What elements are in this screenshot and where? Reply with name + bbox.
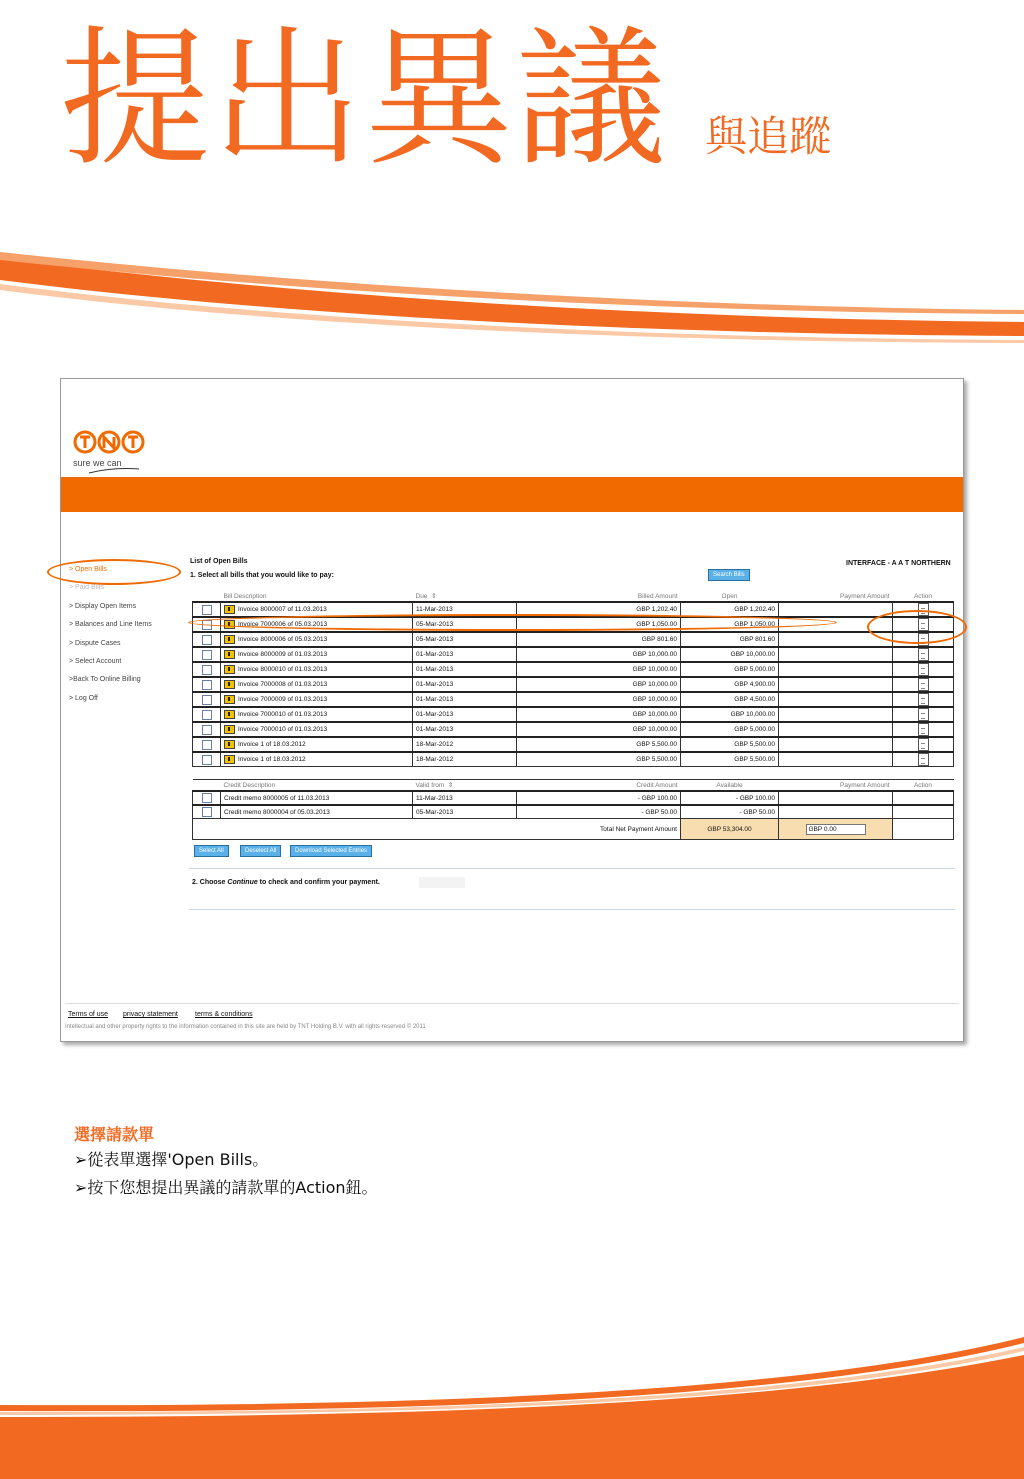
- top-swoosh-decoration: [0, 240, 1024, 350]
- row-checkbox[interactable]: [193, 752, 221, 767]
- col-credit-amount: Credit Amount: [517, 780, 681, 792]
- payment-amount-cell[interactable]: [779, 791, 893, 805]
- action-cell[interactable]: [893, 752, 954, 767]
- action-cell[interactable]: [893, 692, 954, 707]
- instruction-heading: 選擇請款單: [74, 1125, 155, 1144]
- copyright-text: Intellectual and other property rights to the information contained in this site are held by TNT Holding B.V. with all rights reserved © 2011: [65, 1024, 426, 1030]
- row-checkbox[interactable]: [193, 791, 221, 805]
- col-credit-action: Action: [893, 780, 954, 792]
- account-name: INTERFACE - A A T NORTHERN: [846, 560, 951, 567]
- credit-header-row: [193, 780, 954, 792]
- logo-tagline: sure we can: [73, 458, 122, 468]
- row-checkbox[interactable]: [193, 805, 221, 819]
- action-document-icon[interactable]: [918, 678, 929, 691]
- table-row: [193, 707, 954, 722]
- page-title: 提出異議: [60, 13, 669, 187]
- highlight-invoice-row: [188, 614, 837, 631]
- sidebar-item-open-bills[interactable]: > Open Bills: [69, 566, 107, 573]
- checkbox-icon[interactable]: [202, 807, 212, 817]
- payment-amount-cell[interactable]: [779, 707, 893, 722]
- sidebar-item-dispute-cases[interactable]: > Dispute Cases: [69, 640, 121, 647]
- due-cell: 18-Mar-2012: [413, 752, 517, 767]
- col-credit-description: Credit Description: [221, 780, 413, 792]
- checkbox-icon[interactable]: [202, 710, 212, 720]
- action-cell: [893, 805, 954, 819]
- terms-conditions-link[interactable]: terms & conditions: [195, 1011, 253, 1018]
- col-credit-payment-amount: Payment Amount: [779, 780, 893, 792]
- invoice-icon: [224, 740, 235, 749]
- invoice-icon: [224, 605, 235, 614]
- open-amount-cell: GBP 4,500.00: [681, 692, 779, 707]
- row-checkbox[interactable]: [193, 722, 221, 737]
- table-row: [193, 677, 954, 692]
- col-valid-from[interactable]: Valid from ⇕: [413, 780, 517, 792]
- open-amount-cell: GBP 10,000.00: [681, 707, 779, 722]
- bill-description-cell: Invoice 8000009 of 01.03.2013: [221, 647, 413, 662]
- credit-description-cell: Credit memo 8000005 of 11.03.2013: [221, 791, 413, 805]
- due-cell: 01-Mar-2013: [413, 722, 517, 737]
- highlight-action-button: [867, 610, 967, 644]
- invoice-icon: [224, 650, 235, 659]
- bill-description-cell: Invoice 1 of 18.03.2012: [221, 752, 413, 767]
- table-row: [193, 737, 954, 752]
- row-checkbox[interactable]: [193, 632, 221, 647]
- table-header-row: [193, 591, 954, 602]
- due-cell: 01-Mar-2013: [413, 692, 517, 707]
- open-amount-cell: GBP 1,050.00: [681, 617, 779, 632]
- table-row: [193, 722, 954, 737]
- invoice-icon: [224, 695, 235, 704]
- checkbox-icon[interactable]: [202, 725, 212, 735]
- billed-amount-cell: GBP 10,000.00: [517, 647, 681, 662]
- row-checkbox[interactable]: [193, 602, 221, 617]
- due-cell: 18-Mar-2012: [413, 737, 517, 752]
- invoice-icon: [224, 635, 235, 644]
- action-cell[interactable]: [893, 647, 954, 662]
- checkbox-icon[interactable]: [202, 740, 212, 750]
- deselect-all-button[interactable]: Deselect All: [240, 845, 281, 857]
- valid-from-cell: 05-Mar-2013: [413, 805, 517, 819]
- row-checkbox[interactable]: [193, 662, 221, 677]
- open-amount-cell: GBP 4,900.00: [681, 677, 779, 692]
- bill-description-cell: Invoice 7000010 of 01.03.2013: [221, 707, 413, 722]
- payment-amount-cell[interactable]: [779, 722, 893, 737]
- total-row: [193, 819, 954, 840]
- open-amount-cell: GBP 5,000.00: [681, 662, 779, 677]
- valid-from-cell: 11-Mar-2013: [413, 791, 517, 805]
- payment-amount-cell[interactable]: [779, 805, 893, 819]
- billed-amount-cell: GBP 10,000.00: [517, 722, 681, 737]
- due-cell: 05-Mar-2013: [413, 617, 517, 632]
- action-cell: [893, 791, 954, 805]
- table-row: [193, 647, 954, 662]
- bill-description-cell: Invoice 8000006 of 05.03.2013: [221, 632, 413, 647]
- sidebar-item-display-open-items[interactable]: > Display Open Items: [69, 603, 137, 610]
- screenshot-frame: [60, 378, 964, 1042]
- highlight-open-bills: [47, 559, 181, 585]
- payment-amount-cell[interactable]: [779, 692, 893, 707]
- total-open-amount: GBP 53,304.00: [681, 819, 779, 840]
- tnt-logo: [73, 429, 153, 475]
- col-due[interactable]: Due ⇕: [413, 591, 517, 602]
- credit-amount-cell: - GBP 100.00: [517, 791, 681, 805]
- instruction-line-2: ➢按下您想提出異議的請款單的Action鈕。: [74, 1178, 378, 1197]
- sidebar-item-back-to-online-billing[interactable]: >Back To Online Billing: [69, 676, 141, 683]
- col-available: Available: [681, 780, 779, 792]
- action-cell[interactable]: [893, 722, 954, 737]
- row-checkbox[interactable]: [193, 647, 221, 662]
- header-bar: [61, 477, 963, 512]
- checkbox-icon[interactable]: [202, 695, 212, 705]
- action-cell[interactable]: [893, 737, 954, 752]
- action-document-icon[interactable]: [918, 738, 929, 751]
- total-label: Total Net Payment Amount: [517, 819, 681, 840]
- col-action: Action: [893, 591, 954, 602]
- payment-amount-cell[interactable]: [779, 752, 893, 767]
- bill-description-cell: Invoice 7000010 of 01.03.2013: [221, 722, 413, 737]
- credit-amount-cell: - GBP 50.00: [517, 805, 681, 819]
- billed-amount-cell: GBP 1,202.40: [517, 602, 681, 617]
- open-amount-cell: GBP 801.60: [681, 632, 779, 647]
- sort-icon[interactable]: ⇕: [431, 593, 437, 600]
- bill-description-cell: Invoice 7000006 of 05.03.2013: [221, 617, 413, 632]
- col-billed-amount: Billed Amount: [517, 591, 681, 602]
- invoice-icon: [224, 710, 235, 719]
- col-open: Open: [681, 591, 779, 602]
- billed-amount-cell: GBP 1,050.00: [517, 617, 681, 632]
- checkbox-icon[interactable]: [202, 680, 212, 690]
- available-cell: - GBP 50.00: [681, 805, 779, 819]
- table-spacer: [193, 767, 954, 780]
- bottom-swoosh-decoration: [0, 1335, 1024, 1479]
- checkbox-icon[interactable]: [202, 605, 212, 615]
- payment-amount-cell[interactable]: [779, 737, 893, 752]
- invoice-icon: [224, 755, 235, 764]
- divider: [189, 868, 955, 869]
- sidebar-item-paid-bills[interactable]: > Paid Bills: [69, 584, 104, 591]
- table-row: [193, 805, 954, 819]
- sidebar-item-select-account[interactable]: > Select Account: [69, 658, 122, 665]
- payment-amount-cell[interactable]: [779, 602, 893, 617]
- billed-amount-cell: GBP 5,500.00: [517, 752, 681, 767]
- bill-description-cell: Invoice 8000007 of 11.03.2013: [221, 602, 413, 617]
- row-checkbox[interactable]: [193, 707, 221, 722]
- action-document-icon[interactable]: [918, 723, 929, 736]
- row-checkbox[interactable]: [193, 737, 221, 752]
- due-cell: 01-Mar-2013: [413, 677, 517, 692]
- due-cell: 05-Mar-2013: [413, 632, 517, 647]
- list-title: List of Open Bills: [190, 558, 248, 565]
- step1-text: 1. Select all bills that you would like to pay:: [190, 572, 334, 579]
- table-row: [193, 692, 954, 707]
- row-checkbox[interactable]: [193, 692, 221, 707]
- terms-of-use-link[interactable]: Terms of use: [68, 1011, 109, 1018]
- billed-amount-cell: GBP 5,500.00: [517, 737, 681, 752]
- invoice-icon: [224, 725, 235, 734]
- billed-amount-cell: GBP 10,000.00: [517, 692, 681, 707]
- continue-button-disabled[interactable]: [419, 877, 465, 888]
- action-document-icon[interactable]: [918, 663, 929, 676]
- bill-description-cell: Invoice 1 of 18.03.2012: [221, 737, 413, 752]
- due-cell: 01-Mar-2013: [413, 707, 517, 722]
- payment-amount-cell[interactable]: [779, 647, 893, 662]
- col-payment-amount: Payment Amount: [779, 591, 893, 602]
- action-cell[interactable]: [893, 707, 954, 722]
- checkbox-icon[interactable]: [202, 665, 212, 675]
- row-checkbox[interactable]: [193, 677, 221, 692]
- open-amount-cell: GBP 5,500.00: [681, 737, 779, 752]
- action-document-icon[interactable]: [918, 708, 929, 721]
- action-cell[interactable]: [893, 662, 954, 677]
- due-cell: 11-Mar-2013: [413, 602, 517, 617]
- action-document-icon[interactable]: [918, 693, 929, 706]
- action-document-icon[interactable]: [918, 753, 929, 766]
- due-cell: 01-Mar-2013: [413, 662, 517, 677]
- invoice-icon: [224, 665, 235, 674]
- privacy-statement-link[interactable]: privacy statement: [123, 1011, 178, 1018]
- action-cell[interactable]: [893, 677, 954, 692]
- divider: [189, 909, 955, 910]
- bill-description-cell: Invoice 8000010 of 01.03.2013: [221, 662, 413, 677]
- open-amount-cell: GBP 5,000.00: [681, 722, 779, 737]
- open-amount-cell: GBP 10,000.00: [681, 647, 779, 662]
- checkbox-icon[interactable]: [202, 635, 212, 645]
- footer-divider: [65, 1003, 959, 1004]
- bill-description-cell: Invoice 7000009 of 01.03.2013: [221, 692, 413, 707]
- bill-description-cell: Invoice 7000008 of 01.03.2013: [221, 677, 413, 692]
- billed-amount-cell: GBP 10,000.00: [517, 707, 681, 722]
- open-amount-cell: GBP 5,500.00: [681, 752, 779, 767]
- credit-description-cell: Credit memo 8000004 of 05.03.2013: [221, 805, 413, 819]
- due-cell: 01-Mar-2013: [413, 647, 517, 662]
- table-row: [193, 791, 954, 805]
- action-document-icon[interactable]: [918, 648, 929, 661]
- search-bills-button[interactable]: Search Bills: [708, 569, 750, 581]
- sidebar-item-balances[interactable]: > Balances and Line Items: [69, 621, 152, 628]
- sort-icon[interactable]: ⇕: [447, 782, 454, 789]
- checkbox-icon[interactable]: [202, 793, 212, 803]
- billed-amount-cell: GBP 801.60: [517, 632, 681, 647]
- download-selected-button[interactable]: Download Selected Entries: [290, 845, 372, 857]
- instruction-line-1: ➢從表單選擇'Open Bills。: [74, 1150, 269, 1169]
- col-bill-description: Bill Description: [221, 591, 413, 602]
- credit-rows: [193, 791, 954, 819]
- open-amount-cell: GBP 1,202.40: [681, 602, 779, 617]
- select-all-button[interactable]: Select All: [194, 845, 229, 857]
- table-row: [193, 632, 954, 647]
- table-row: [193, 662, 954, 677]
- page-subtitle: 與追蹤: [705, 112, 832, 161]
- total-payment-input[interactable]: GBP 0.00: [806, 824, 866, 835]
- invoice-icon: [224, 680, 235, 689]
- payment-amount-cell[interactable]: [779, 662, 893, 677]
- sidebar-item-log-off[interactable]: > Log Off: [69, 695, 98, 702]
- payment-amount-cell[interactable]: [779, 677, 893, 692]
- billed-amount-cell: GBP 10,000.00: [517, 662, 681, 677]
- checkbox-icon[interactable]: [202, 650, 212, 660]
- table-row: [193, 752, 954, 767]
- checkbox-icon[interactable]: [202, 755, 212, 765]
- available-cell: - GBP 100.00: [681, 791, 779, 805]
- step2-text: 2. Choose Continue to check and confirm your payment.: [192, 879, 380, 886]
- billed-amount-cell: GBP 10,000.00: [517, 677, 681, 692]
